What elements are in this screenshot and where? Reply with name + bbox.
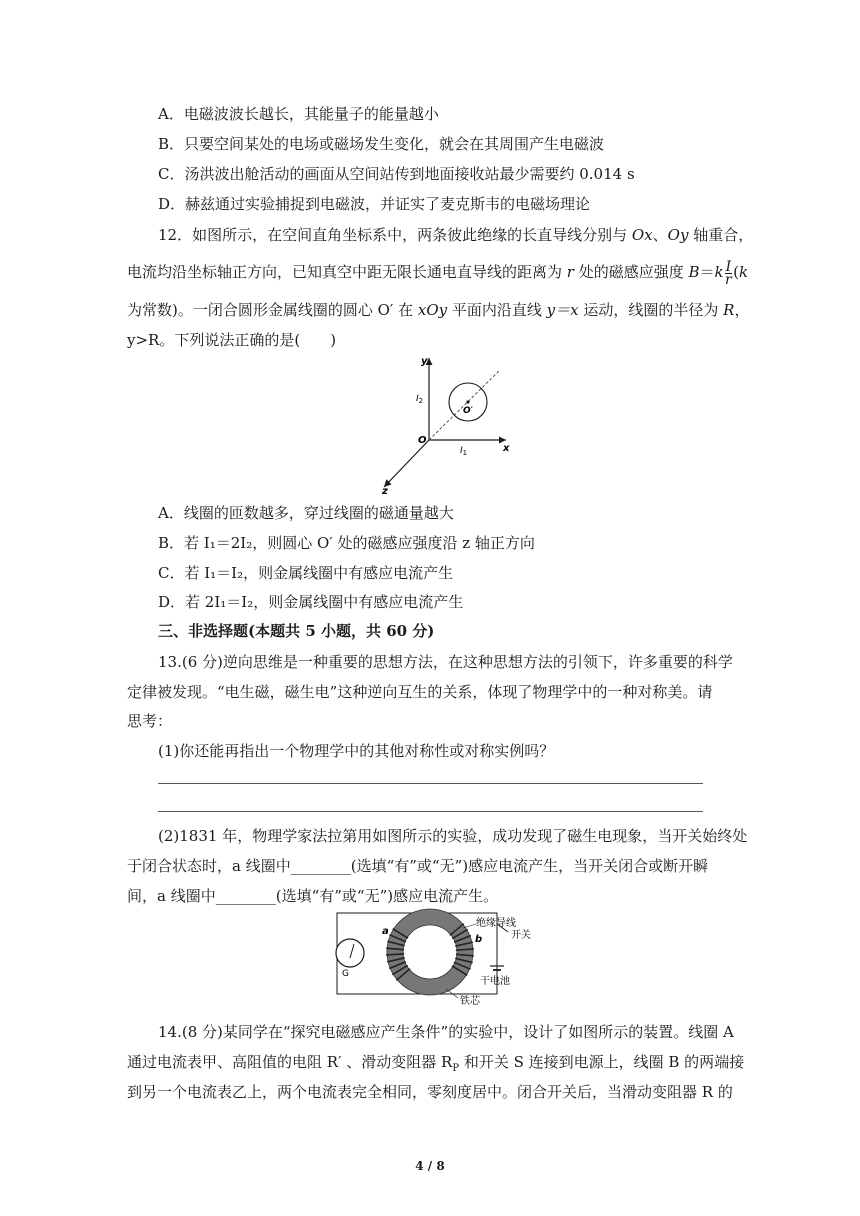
q12-stem-line4: y>R。下列说法正确的是( ): [127, 331, 337, 349]
q11-option-b: B．只要空间某处的电场或磁场发生变化，就会在其周围产生电磁波: [158, 135, 605, 153]
galvanometer: [336, 939, 364, 967]
q12-stem-line2: 电流均沿坐标轴正方向，已知真空中距无限长通电直导线的距离为 r 处的磁感应强度 B＝k $\frac{I}{r}$ (k: [127, 258, 749, 288]
q13-stem-line3: 思考：: [127, 712, 173, 730]
q12-option-b: B．若 I₁＝2I₂，则圆心 O′ 处的磁感应强度沿 z 轴正方向: [158, 534, 535, 552]
answer-blank-line: [158, 783, 703, 784]
label-i1: $I_1$: [460, 446, 468, 457]
q12-coordinate-figure: [360, 350, 530, 500]
q13-part2-line1: (2)1831 年，物理学家法拉第用如图所示的实验，成功发现了磁生电现象，当开关始终处: [158, 827, 748, 845]
label-origin: O: [418, 435, 427, 446]
coil-center-dot: [466, 400, 469, 403]
label-y: y: [421, 356, 428, 367]
z-axis: [384, 440, 429, 487]
label-coil-b: b: [475, 934, 483, 945]
label-x: x: [503, 443, 510, 454]
q11-option-d: D．赫兹通过实验捕捉到电磁波，并证实了麦克斯韦的电磁场理论: [158, 195, 591, 213]
label-o-prime: O′: [463, 406, 474, 416]
q14-stem-line2: 通过电流表甲、高阻值的电阻 R′ 、滑动变阻器 $R_P$ 和开关 S 连接到电源上，线圈 B 的两端接: [127, 1053, 745, 1074]
answer-blank-line: [158, 811, 703, 812]
faraday-experiment-figure: [328, 906, 548, 1008]
label-insulated-wire: 绝缘导线: [476, 918, 516, 929]
q13-part2-line2: 于闭合状态时，a 线圈中________(选填“有”或“无”)感应电流产生，当开关闭合或断开瞬: [127, 857, 709, 875]
q14-stem-line3: 到另一个电流表乙上，两个电流表完全相同，零刻度居中。闭合开关后，当滑动变阻器 R 的: [127, 1083, 733, 1101]
label-battery: 干电池: [480, 976, 510, 987]
label-g: G: [342, 969, 349, 979]
q12-option-a: A．线圈的匝数越多，穿过线圈的磁通量越大: [158, 504, 454, 522]
page-number: 4 / 8: [415, 1159, 445, 1173]
q14-stem-line1: 14.(8 分)某同学在“探究电磁感应产生条件”的实验中，设计了如图所示的装置。线圈 A: [158, 1023, 734, 1041]
iron-core-ring: [395, 917, 465, 987]
q12-stem-line1: 12．如图所示，在空间直角坐标系中，两条彼此绝缘的长直导线分别与 Ox、Oy 轴重合，: [158, 226, 754, 244]
label-switch: 开关: [511, 930, 531, 941]
q13-part1: (1)你还能再指出一个物理学中的其他对称性或对称实例吗？: [158, 742, 555, 760]
q12-option-c: C．若 I₁＝I₂，则金属线圈中有感应电流产生: [158, 564, 454, 582]
q13-stem-line1: 13.(6 分)逆向思维是一种重要的思想方法，在这种思想方法的引领下，许多重要的科学: [158, 653, 733, 671]
section-heading: 三、非选择题(本题共 5 小题，共 60 分): [158, 622, 435, 640]
q12-formula-fraction: $\frac{I}{r}$: [725, 258, 732, 288]
q12-stem-line3: 为常数)。一闭合圆形金属线圈的圆心 O′ 在 xOy 平面内沿直线 y＝x 运动，线圈的半径为 R，: [127, 301, 750, 319]
label-coil-a: a: [382, 926, 389, 937]
path-line-y-equals-x: [429, 370, 500, 440]
label-i2: $I_2$: [416, 394, 424, 405]
q11-option-c: C．汤洪波出舱活动的画面从空间站传到地面接收站最少需要约 0.014 s: [158, 165, 635, 183]
q13-part2-line3: 间，a 线圈中________(选填“有”或“无”)感应电流产生。: [127, 887, 499, 905]
label-iron-core: 铁芯: [460, 996, 480, 1007]
q11-option-a: A．电磁波波长越长，其能量子的能量越小: [158, 105, 439, 123]
q13-stem-line2: 定律被发现。“电生磁，磁生电”这种逆向互生的关系，体现了物理学中的一种对称美。请: [127, 683, 713, 701]
q12-option-d: D．若 2I₁＝I₂，则金属线圈中有感应电流产生: [158, 593, 464, 611]
label-z: z: [382, 486, 388, 497]
